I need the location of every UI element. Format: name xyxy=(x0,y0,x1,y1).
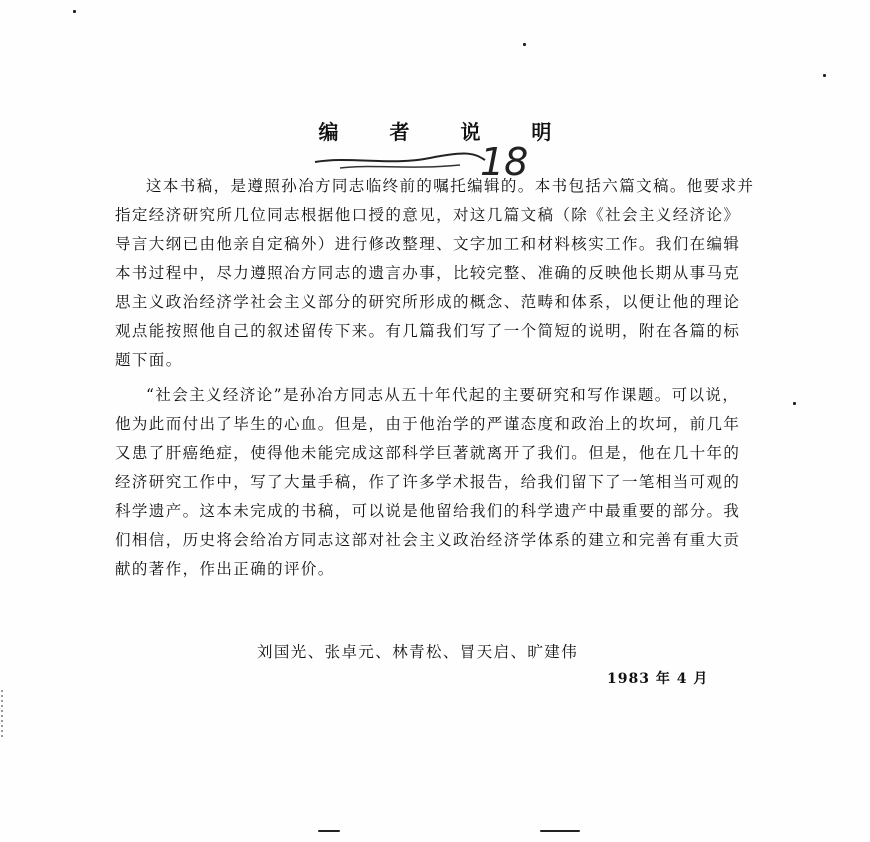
paragraph-1: 这本书稿，是遵照孙冶方同志临终前的嘱托编辑的。本书包括六篇文稿。他要求并指定经济研究所几位同志根据他口授的意见，对这几篇文稿（除《社会主义经济论》导言大纲已由他亲自定稿外）进行修改整理、文字加工和材料核实工作。我们在编辑本书过程中，尽力遵照冶方同志的遗言办事，比较完整、准确的反映他长期从事马克思主义政治经济学社会主义部分的研究所形成的概念、范畴和体系，以便让他的理论观点能按照他自己的叙述留传下来。有几篇我们写了一个简短的说明，附在各篇的标题下面。 xyxy=(115,177,755,369)
scan-speck xyxy=(318,830,340,832)
scan-speck xyxy=(540,830,580,832)
scan-speck xyxy=(823,74,826,77)
scan-speck xyxy=(523,43,526,46)
scan-speck xyxy=(73,10,76,13)
document-date: 1983 年 4 月 xyxy=(607,671,709,687)
paragraph-2: “社会主义经济论”是孙冶方同志从五十年代起的主要研究和写作课题。可以说，他为此而付出了毕生的心血。但是，由于他治学的严谨态度和政治上的坎坷，前几年又患了肝癌绝症，使得他未能完成这部科学巨著就离开了我们。但是，他在几十年的经济研究工作中，写了大量手稿，作了许多学术报告，给我们留下了一笔相当可观的科学遗产。这本未完成的书稿，可以说是他留给我们的科学遗产中最重要的部分。我们相信，历史将会给冶方同志这部对社会主义政治经济学体系的建立和完善有重大贡献的著作，作出正确的评价。 xyxy=(115,386,741,578)
scan-speck xyxy=(793,402,796,405)
page-title: 编 者 说 明 xyxy=(318,120,574,144)
scan-edge-marks xyxy=(0,690,6,740)
preface-body xyxy=(115,172,755,590)
signatories: 刘国光、张卓元、林青松、冒天启、旷建伟 xyxy=(257,643,579,661)
handwritten-page-number: 18 xyxy=(480,140,529,184)
